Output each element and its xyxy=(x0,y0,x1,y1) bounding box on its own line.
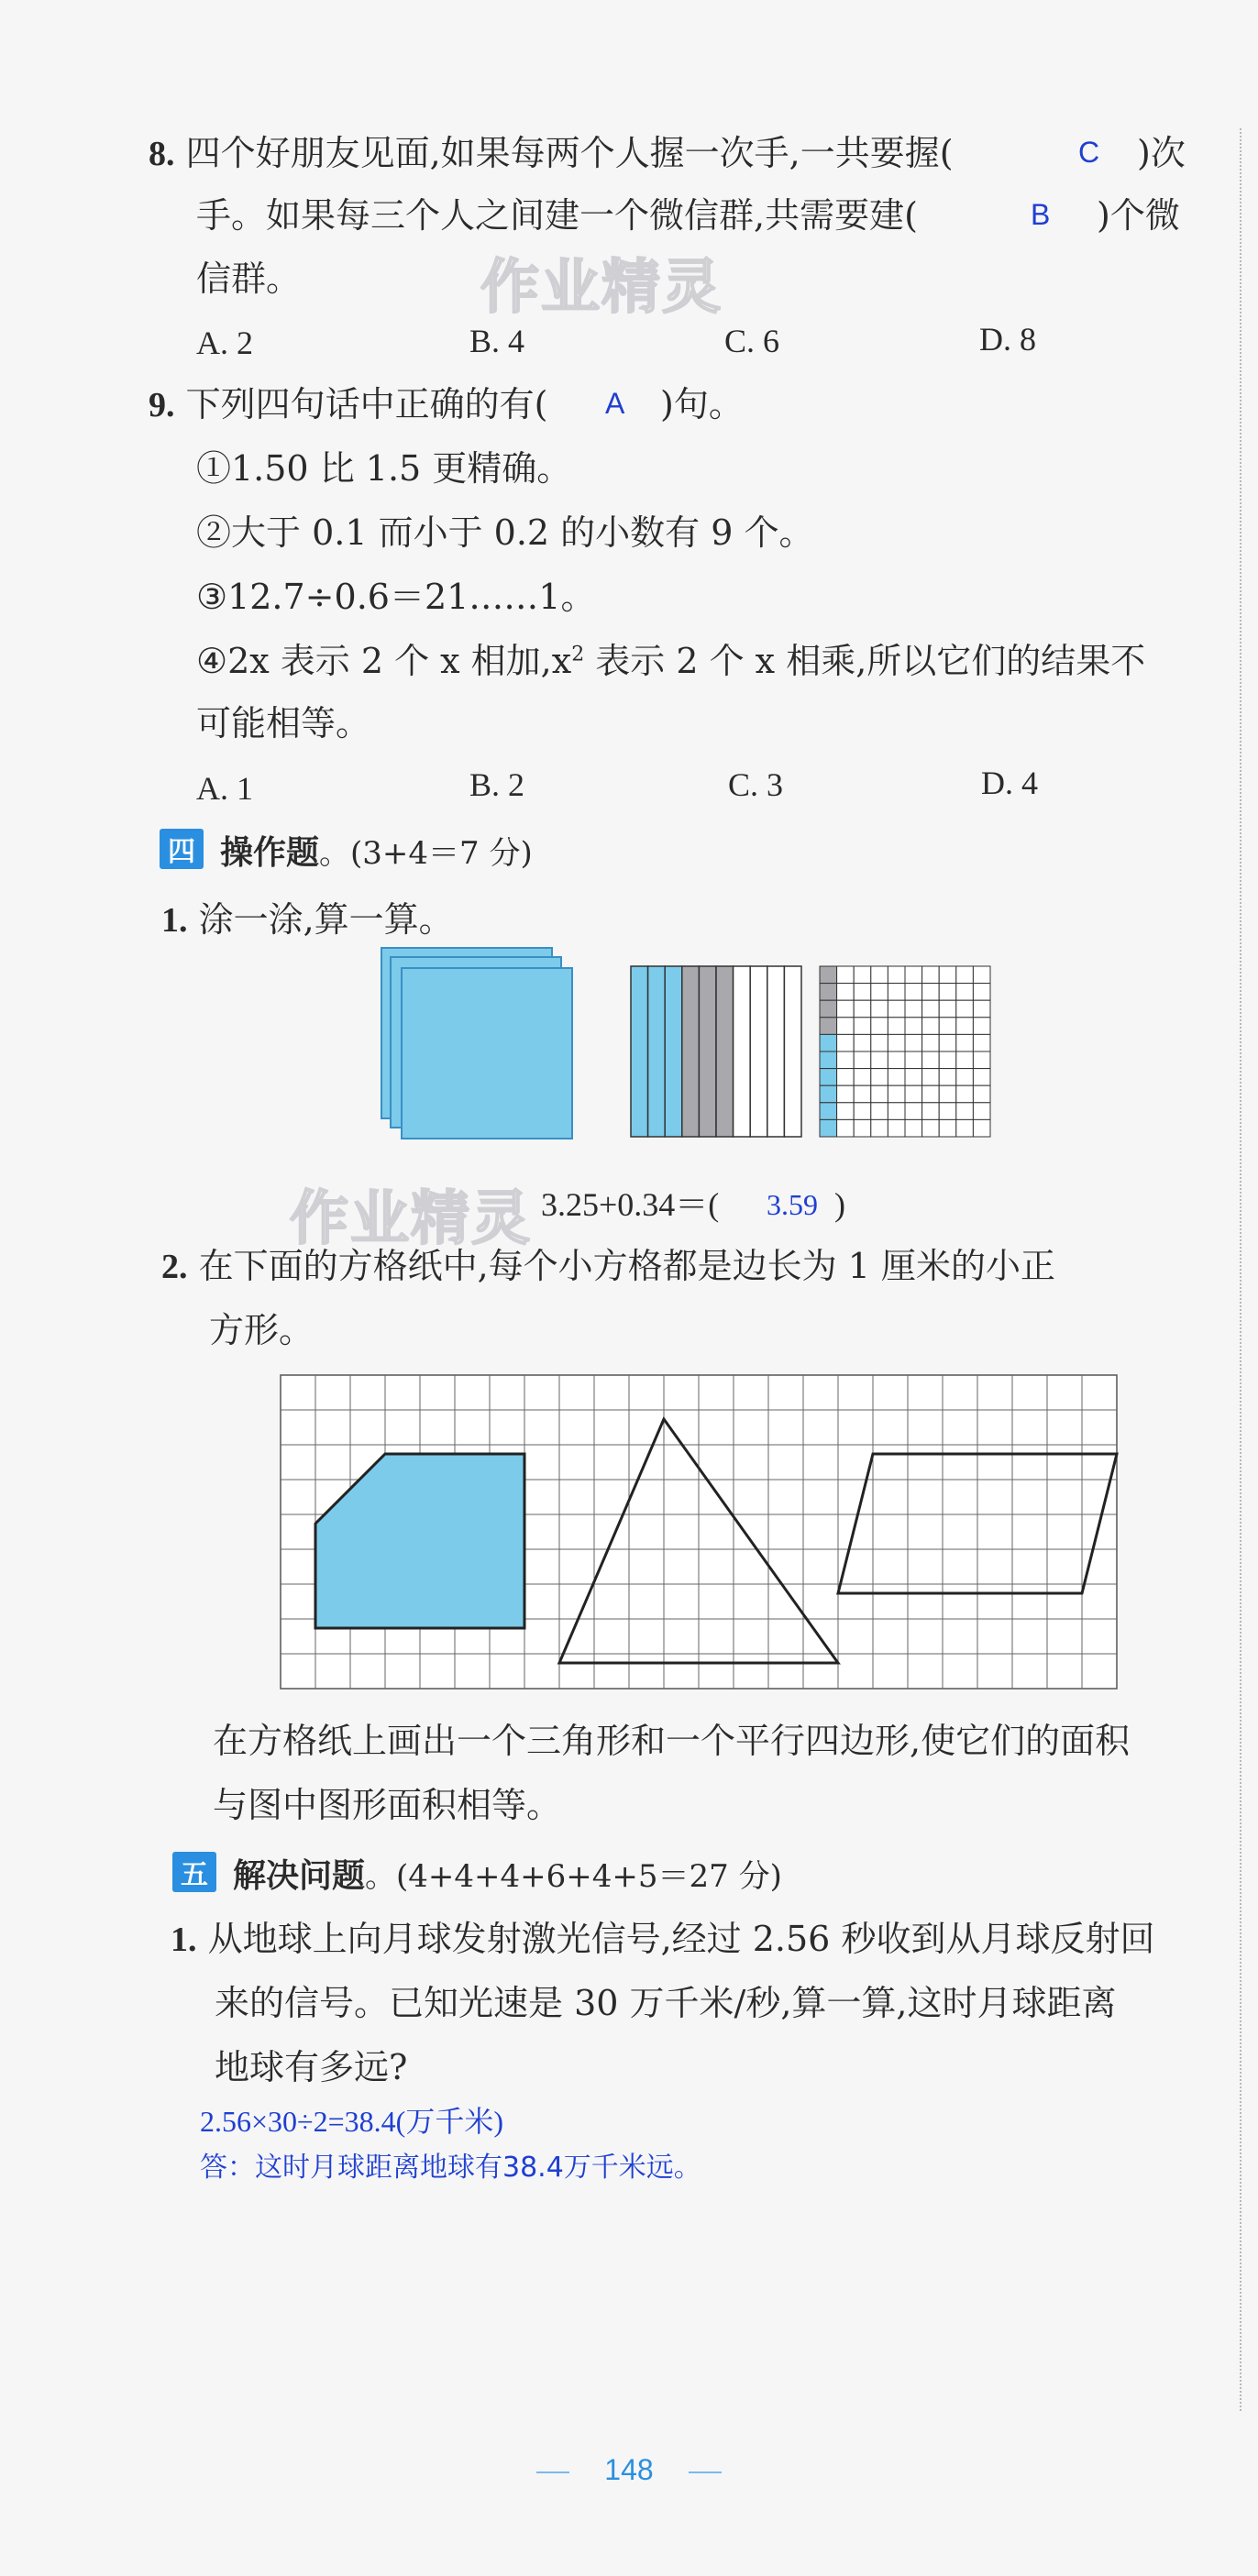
q8-answer2: B xyxy=(1031,198,1051,231)
section5-badge: 五 xyxy=(172,1852,216,1892)
hundredths-cell xyxy=(837,1000,855,1018)
hundredths-cell xyxy=(837,1034,855,1051)
q8-number: 8. xyxy=(149,135,175,173)
op2-line2: 方形。 xyxy=(209,1310,314,1350)
hundredths-cell xyxy=(888,1018,905,1035)
op2-instruction-1: 在方格纸上画出一个三角形和一个平行四边形,使它们的面积 xyxy=(213,1721,1131,1761)
hundredths-cell xyxy=(973,1018,990,1035)
op1-answer: 3.59 xyxy=(767,1188,818,1221)
q9-statement-1: ①1.50 比 1.5 更精确。 xyxy=(196,448,572,489)
hundredths-cell xyxy=(973,1051,990,1069)
hundredths-cell xyxy=(854,966,871,984)
hundredths-cell xyxy=(854,1085,871,1103)
q8-option-b: B. 4 xyxy=(469,323,525,359)
hundredths-cell xyxy=(973,984,990,1001)
hundredths-square xyxy=(820,966,990,1137)
hundredths-cell xyxy=(820,1103,837,1120)
hundredths-cell xyxy=(905,1051,922,1069)
hundredths-cell xyxy=(956,984,974,1001)
hundredths-cell xyxy=(888,1000,905,1018)
hundredths-cell xyxy=(939,1051,956,1069)
hundredths-cell xyxy=(837,966,855,984)
q9-option-c: C. 3 xyxy=(728,766,784,803)
hundredths-cell xyxy=(871,1119,888,1137)
q9-answer: A xyxy=(605,387,625,420)
hundredths-cell xyxy=(922,1018,940,1035)
sp1-line3: 地球有多远? xyxy=(215,2047,408,2087)
tenths-strip xyxy=(734,966,751,1137)
hundredths-cell xyxy=(871,1034,888,1051)
hundredths-cell xyxy=(922,966,940,984)
hundredths-cell xyxy=(922,1103,940,1120)
hundredths-cell xyxy=(888,1034,905,1051)
hundredths-cell xyxy=(854,1034,871,1051)
workbook-page: 8. 四个好朋友见面,如果每两个人握一次手,一共要握( C )次 手。如果每三个人之间建一个微信群,共需要建( B )个微 信群。 A. 2 B. 4 C. 6 D. 8 作业精灵 9. 下列四句话中正确的有( A )句。 ①1.50 比 1.5 更精确。 ②大于 0.1 而小于 0.2 的小数有 9 个。 ③12.7÷0.6＝21……1。 ④2x 表示 2 个 x 相加$,x^2$ 表示 2 个 x 相乘,所以它们的结果不 可能相等。 A. 1 B. 2 C. 3 D. 4 四 操作题。(3+4＝7 分) 1. 涂一涂,算一算。 作业精灵 3.25+0.34＝( 3.59 ) 2. 在下面的方格纸中,每个小方格都是边长为 1 厘米的小正 方形。 在方格纸上画出一个三角形和一个平行四边形,使它们的面积 与图中图形面积相等。 五 解决问题。(4+4+4+6+4+5＝27 分) 1. 从地球上向月球发射激光信号,经过 2.56 秒收到从月球反射回 来的信号。已知光速是 30 万千米/秒,算一算,这时月球距离 地球有多远? 2.56×30÷2=38.4(万千米) 答：这时月球距离地球有38.4万千米远。 148 xyxy=(0,0,1258,2576)
q8-option-a: A. 2 xyxy=(196,325,253,361)
hundredths-cell xyxy=(905,1000,922,1018)
tenths-strip xyxy=(750,966,767,1137)
hundredths-cell xyxy=(973,1000,990,1018)
q9-option-b: B. 2 xyxy=(469,766,525,803)
hundredths-cell xyxy=(854,1000,871,1018)
hundredths-cell xyxy=(820,966,837,984)
hundredths-cell xyxy=(956,1119,974,1137)
q9-statement-4: ④2x 表示 2 个 x 相加$,x^2$ 表示 2 个 x 相乘,所以它们的结果不 xyxy=(196,641,1146,681)
tenths-strip xyxy=(784,966,801,1137)
hundredths-cell xyxy=(871,1103,888,1120)
hundredths-cell xyxy=(956,1069,974,1086)
tenths-strip xyxy=(699,966,716,1137)
hundredths-cell xyxy=(837,1085,855,1103)
hundredths-cell xyxy=(922,1034,940,1051)
section4-badge: 四 xyxy=(160,829,204,869)
hundredths-cell xyxy=(956,966,974,984)
hundredths-cell xyxy=(922,1119,940,1137)
hundredths-cell xyxy=(888,1103,905,1120)
hundredths-cell xyxy=(888,984,905,1001)
hundredths-cell xyxy=(922,1051,940,1069)
hundredths-cell xyxy=(871,966,888,984)
stacked-full-squares xyxy=(381,948,572,1139)
hundredths-cell xyxy=(973,966,990,984)
hundredths-cell xyxy=(854,1018,871,1035)
hundredths-cell xyxy=(820,1069,837,1086)
hundredths-cell xyxy=(973,1119,990,1137)
op1-equation: 3.25+0.34＝( xyxy=(541,1186,720,1223)
page-number: 148 xyxy=(604,2453,654,2486)
hundredths-cell xyxy=(905,1034,922,1051)
hundredths-cell xyxy=(956,1085,974,1103)
hundredths-cell xyxy=(820,1000,837,1018)
hundredths-cell xyxy=(905,1119,922,1137)
hundredths-cell xyxy=(973,1103,990,1120)
q8-line1: 8. 四个好朋友见面,如果每两个人握一次手,一共要握( xyxy=(149,133,954,173)
q9-option-d: D. 4 xyxy=(981,765,1038,801)
op2-line1: 2. 在下面的方格纸中,每个小方格都是边长为 1 厘米的小正 xyxy=(161,1246,1056,1286)
q8-line3: 信群。 xyxy=(196,259,302,299)
hundredths-cell xyxy=(871,1051,888,1069)
sp1-line2: 来的信号。已知光速是 30 万千米/秒,算一算,这时月球距离 xyxy=(215,1983,1117,2023)
tenths-strip xyxy=(648,966,666,1137)
hundredths-cell xyxy=(905,1069,922,1086)
hundredths-cell xyxy=(939,1000,956,1018)
q9-statement-2: ②大于 0.1 而小于 0.2 的小数有 9 个。 xyxy=(196,512,814,553)
section4-heading: 操作题。(3+4＝7 分) xyxy=(220,834,533,872)
q9-statement-4-cont: 可能相等。 xyxy=(196,703,371,743)
q9-statement-3: ③12.7÷0.6＝21……1。 xyxy=(196,577,596,617)
hundredths-cell xyxy=(820,1085,837,1103)
page-footer xyxy=(0,2453,1258,2487)
hundredths-cell xyxy=(888,1085,905,1103)
hundredths-cell xyxy=(939,1034,956,1051)
hundredths-cell xyxy=(939,1103,956,1120)
decimal-grid-figure xyxy=(381,948,1023,1159)
grid-paper xyxy=(281,1375,1128,1692)
hundredths-cell xyxy=(939,1069,956,1086)
hundredths-cell xyxy=(854,1051,871,1069)
hundredths-cell xyxy=(837,1103,855,1120)
hundredths-cell xyxy=(837,1119,855,1137)
hundredths-cell xyxy=(820,1119,837,1137)
hundredths-cell xyxy=(956,1051,974,1069)
sp1-answer: 答：这时月球距离地球有38.4万千米远。 xyxy=(200,2152,701,2184)
q8-option-d: D. 8 xyxy=(979,321,1036,358)
hundredths-cell xyxy=(888,1069,905,1086)
hundredths-cell xyxy=(871,1085,888,1103)
hundredths-cell xyxy=(820,1051,837,1069)
hundredths-cell xyxy=(871,1018,888,1035)
hundredths-cell xyxy=(905,966,922,984)
hundredths-cell xyxy=(922,984,940,1001)
tenths-square xyxy=(631,966,801,1137)
hundredths-cell xyxy=(888,1119,905,1137)
hundredths-cell xyxy=(956,1018,974,1035)
q8-answer1: C xyxy=(1078,136,1100,169)
watermark: 作业精灵 xyxy=(480,254,723,322)
hundredths-cell xyxy=(888,966,905,984)
hundredths-cell xyxy=(905,984,922,1001)
hundredths-cell xyxy=(854,1103,871,1120)
hundredths-cell xyxy=(871,984,888,1001)
q9-stem: 9. 下列四句话中正确的有( xyxy=(149,384,548,424)
hundredths-cell xyxy=(854,1069,871,1086)
hundredths-cell xyxy=(956,1103,974,1120)
tenths-strip xyxy=(767,966,785,1137)
hundredths-cell xyxy=(820,984,837,1001)
margin-dotted-rule xyxy=(1240,128,1241,2411)
tenths-strip xyxy=(716,966,734,1137)
hundredths-cell xyxy=(837,1051,855,1069)
op2-instruction-2: 与图中图形面积相等。 xyxy=(213,1785,562,1825)
hundredths-cell xyxy=(820,1018,837,1035)
hundredths-cell xyxy=(820,1034,837,1051)
hundredths-cell xyxy=(871,1000,888,1018)
hundredths-cell xyxy=(905,1103,922,1120)
hundredths-cell xyxy=(837,1018,855,1035)
hundredths-cell xyxy=(973,1069,990,1086)
hundredths-cell xyxy=(854,1119,871,1137)
watermark-2: 作业精灵 xyxy=(290,1185,532,1253)
hundredths-cell xyxy=(973,1085,990,1103)
hundredths-cell xyxy=(905,1018,922,1035)
q9-option-a: A. 1 xyxy=(196,770,253,807)
hundredths-cell xyxy=(854,984,871,1001)
hundredths-cell xyxy=(939,984,956,1001)
q9-number: 9. xyxy=(149,386,175,424)
hundredths-cell xyxy=(956,1000,974,1018)
hundredths-cell xyxy=(939,1119,956,1137)
hundredths-cell xyxy=(871,1069,888,1086)
hundredths-cell xyxy=(922,1069,940,1086)
q8-line2: 手。如果每三个人之间建一个微信群,共需要建( xyxy=(196,195,918,236)
sp1-work: 2.56×30÷2=38.4(万千米) xyxy=(200,2105,503,2138)
op1-text: 1. 涂一涂,算一算。 xyxy=(161,899,454,940)
hundredths-cell xyxy=(905,1085,922,1103)
hundredths-cell xyxy=(888,1051,905,1069)
hundredths-cell xyxy=(837,1069,855,1086)
q8-option-c: C. 6 xyxy=(724,323,780,359)
hundredths-cell xyxy=(922,1000,940,1018)
hundredths-cell xyxy=(939,1085,956,1103)
section5-heading: 解决问题。(4+4+4+6+4+5＝27 分) xyxy=(233,1857,782,1895)
hundredths-cell xyxy=(922,1085,940,1103)
hundredths-cell xyxy=(939,966,956,984)
hundredths-cell xyxy=(956,1034,974,1051)
hundredths-cell xyxy=(837,984,855,1001)
hundredths-cell xyxy=(973,1034,990,1051)
sp1-line1: 1. 从地球上向月球发射激光信号,经过 2.56 秒收到从月球反射回 xyxy=(171,1919,1155,1959)
tenths-strip xyxy=(682,966,700,1137)
hundredths-cell xyxy=(939,1018,956,1035)
tenths-strip xyxy=(665,966,682,1137)
tenths-strip xyxy=(631,966,648,1137)
